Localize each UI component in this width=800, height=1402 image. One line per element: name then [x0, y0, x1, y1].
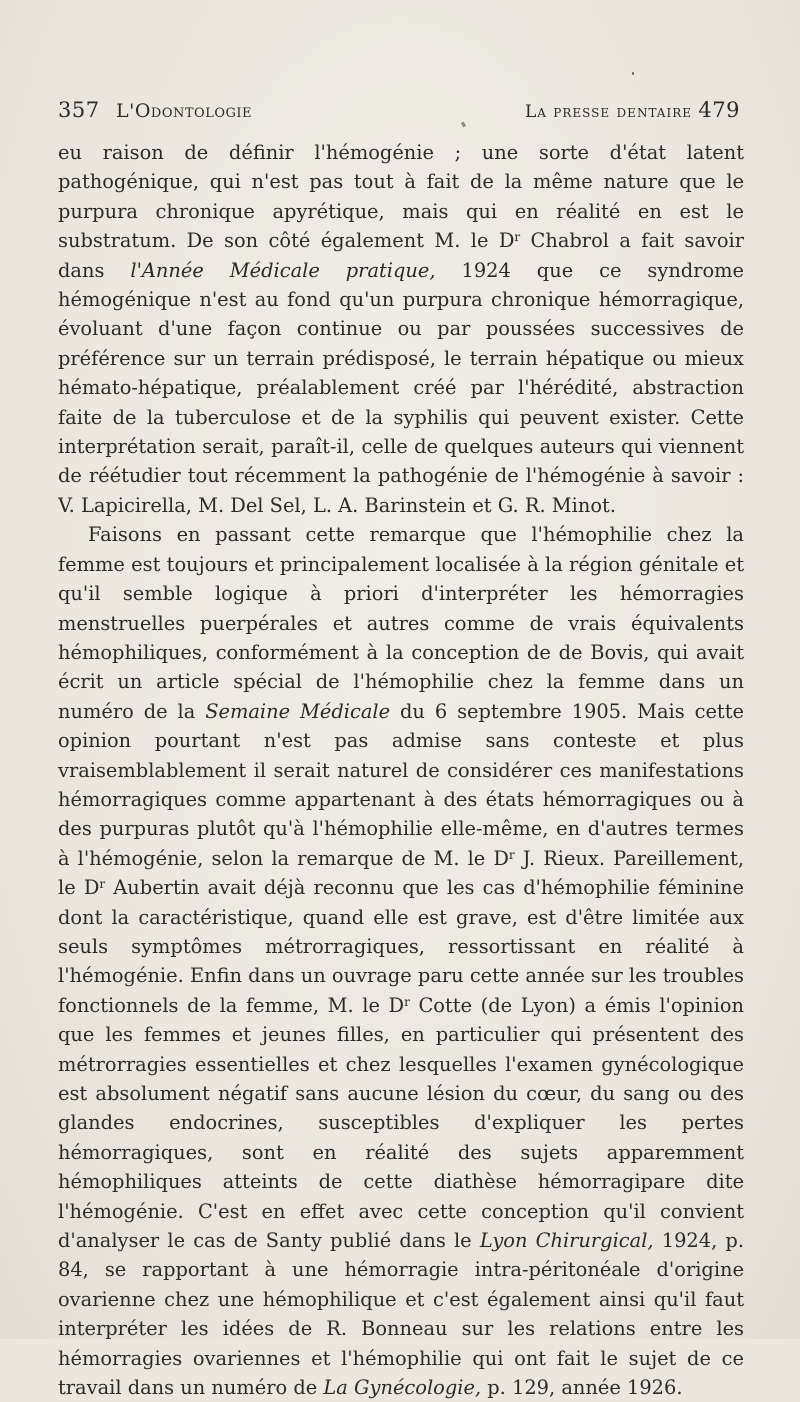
print-speck — [632, 72, 634, 75]
italic-title: La Gynécologie, — [323, 1376, 482, 1400]
superscript: r — [508, 847, 515, 862]
text-run: 1924 que ce syndrome hémogénique n'est au fond qu'un purpura chronique hémorragique, évoluant d'une façon continue ou par poussées successives de préférence sur un terrain prédisposé, le terrain hépatique ou mieux hémato-hépatique, préalablement créé par l'hérédité, abstraction faite de la tuberculose et de la syphilis qui peuvent exister. Cette interprétation serait, paraît-il, celle de quelques auteurs qui viennent de réétudier tout récemment la pathogénie de l'hémogénie à savoir : V. Lapicirella, M. Del Sel, L. A. Barinstein et G. R. Minot. — [58, 258, 745, 517]
paragraph — [58, 520, 744, 1402]
text-run: Chabrol a fait savoir dans — [58, 229, 744, 282]
italic-title: l'Année Médicale pratique, — [130, 258, 436, 282]
paragraph — [58, 138, 744, 520]
article-body — [58, 138, 744, 1402]
page-number-right: 479 — [698, 98, 740, 122]
superscript: r — [404, 994, 410, 1009]
running-header — [58, 98, 740, 128]
text-run: Cotte (de Lyon) a émis l'opinion que les femmes et jeunes filles, en particulier qui présentent des métrorragies essentielles et chez lesquelles l'examen gynécologique est absolument négatif sans aucune lésion du cœur, du sang ou des glandes endocrines, susceptibles d'expliquer les pertes hémorragiques, sont en réalité des sujets apparemment hémophiliques atteints de cette diathèse hémorragipare dite l'hémogénie. C'est en effet avec cette conception qu'il convient d'analyser le cas de Santy publié dans le — [58, 993, 744, 1253]
journal-title: L'Odontologie — [116, 100, 253, 122]
text-run: Aubertin avait déjà reconnu que les cas d'hémophilie féminine dont la caractéristique, quand elle est grave, est d'être limitée aux seuls symptômes métrorragiques, ressortissant en réalité à l'hémogénie. Enfin dans un ouvrage paru cette année sur les troubles fonctionnels de la femme, M. le D — [58, 876, 744, 1017]
text-run: J. Rieux. Pareillement, le D — [58, 846, 745, 900]
text-run: Faisons en passant cette remarque que l'hémophilie chez la femme est toujours et principalement localisée à la région génitale et qu'il semble logique à priori d'interpréter les hémorragies menstruelles puerpérales et autres comme de vrais équivalents hémophiliques, conformément à la conception de de Bovis, qui avait écrit un article spécial de l'hémophilie chez la femme dans un numéro de la — [58, 523, 744, 723]
text-run: du 6 septembre 1905. Mais cette opinion pourtant n'est pas admise sans conteste et plus vraisemblablement il serait naturel de considérer ces manifestations hémorragiques comme appartenant à des états hémorragiques ou à des purpuras plutôt qu'à l'hémophilie elle-même, en d'autres termes à l'hémogénie, selon la remarque de M. le D — [58, 699, 744, 870]
superscript: r — [99, 877, 106, 892]
section-title: La presse dentaire — [524, 102, 692, 122]
text-run: eu raison de définir l'hémogénie ; une sorte d'état latent pathogénique, qui n'est pas tout à fait de la même nature que le purpura chronique apyrétique, mais qui en réalité en est le substratum. De son côté également M. le D — [58, 141, 744, 253]
text-run: p. 129, année 1926. — [481, 1376, 683, 1400]
italic-title: Semaine Médicale — [205, 699, 391, 723]
text-run: 1924, p. 84, se rapportant à une hémorragie intra-péritonéale d'origine ovarienne chez une hémophilique et c'est également ainsi qu'il faut interpréter les idées de R. Bonneau sur les relations entre les hémorragies ovariennes et l'hémophilie qui ont fait le sujet de ce travail dans un numéro de — [58, 1229, 745, 1400]
superscript: r — [514, 230, 521, 245]
page-number-left: 357 — [58, 98, 100, 122]
italic-title: Lyon Chirurgical, — [479, 1229, 654, 1253]
